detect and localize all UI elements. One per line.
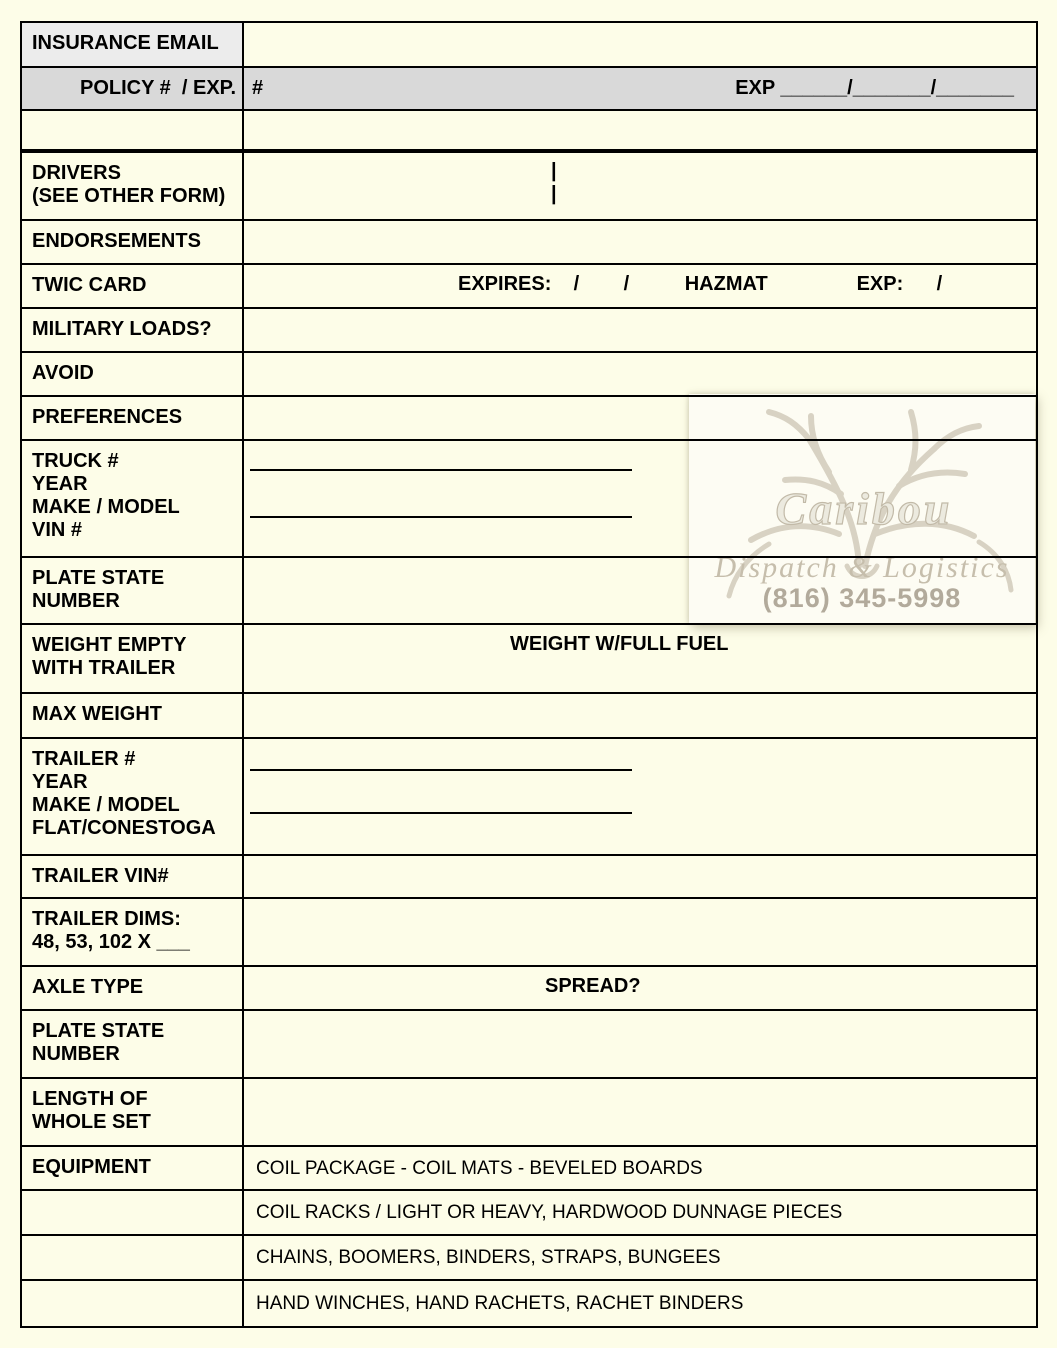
row-label (22, 739, 244, 854)
row-value (244, 353, 1036, 395)
row-value (244, 694, 1036, 737)
row-label (22, 353, 244, 395)
row-value (244, 899, 1036, 965)
row-value (244, 1147, 1036, 1189)
row-value (244, 265, 1036, 307)
row-endorsements (22, 221, 1036, 265)
row-label-line: MAKE / MODEL (32, 794, 180, 816)
row-label (22, 23, 244, 66)
row-value (244, 23, 1036, 66)
row-label-line: PLATE STATE (32, 1020, 165, 1042)
row-value (244, 153, 1036, 219)
row-label (22, 1236, 244, 1279)
row-value (244, 558, 1036, 623)
row-plate-state-truck (22, 558, 1036, 625)
row-label-line: MAKE / MODEL (32, 496, 180, 518)
row-trailer-dims (22, 899, 1036, 967)
row-label-line: TRAILER DIMS: (32, 908, 181, 930)
row-label-line: ENDORSEMENTS (32, 230, 201, 252)
weight-empty-note: WEIGHT W/FULL FUEL (510, 633, 729, 655)
row-label (22, 153, 244, 219)
policy-exp-blanks: EXP ______/_______/_______ (735, 77, 1014, 99)
row-label-line: VIN # (32, 519, 83, 541)
row-label (22, 397, 244, 439)
row-label-line: LENGTH OF (32, 1088, 148, 1110)
row-label-line: PREFERENCES (32, 406, 183, 428)
row-label (22, 967, 244, 1009)
row-value (244, 221, 1036, 263)
row-label-line: WEIGHT EMPTY (32, 634, 187, 656)
watermark-brand-text: Caribou (775, 483, 953, 534)
row-value (244, 1281, 1036, 1326)
row-label-line: TRUCK # (32, 450, 119, 472)
row-label-line: INSURANCE EMAIL (32, 32, 219, 54)
row-value (244, 625, 1036, 692)
row-equipment-1 (22, 1147, 1036, 1191)
row-value (244, 1236, 1036, 1279)
row-label (22, 625, 244, 692)
equipment-item: COIL RACKS / LIGHT OR HEAVY, HARDWOOD DUNNAGE PIECES (256, 1202, 843, 1223)
drivers-entry-mark-line: | (551, 183, 557, 205)
row-value (244, 441, 1036, 556)
row-label (22, 1281, 244, 1326)
drivers-entry-mark-line: | (551, 160, 557, 182)
row-spacer (22, 111, 1036, 153)
row-label (22, 1147, 244, 1189)
fill-in-line (250, 469, 632, 471)
policy-number-hash: # (252, 77, 264, 99)
row-label-line: MILITARY LOADS? (32, 318, 212, 340)
row-label (22, 1079, 244, 1145)
row-equipment-4 (22, 1281, 1036, 1326)
row-policy-exp (22, 68, 1036, 111)
row-label (22, 309, 244, 351)
row-insurance-email (22, 23, 1036, 68)
row-label (22, 221, 244, 263)
form-table (20, 21, 1038, 1328)
row-label-line: NUMBER (32, 590, 120, 612)
row-value (244, 967, 1036, 1009)
row-label-line: POLICY # / EXP. (80, 77, 236, 99)
row-equipment-2 (22, 1191, 1036, 1236)
equipment-item: COIL PACKAGE - COIL MATS - BEVELED BOARDS (256, 1157, 703, 1179)
row-value (244, 397, 1036, 439)
row-value (244, 856, 1036, 897)
row-value (244, 1079, 1036, 1145)
row-value (244, 111, 1036, 149)
row-trailer-info (22, 739, 1036, 856)
row-weight-empty (22, 625, 1036, 694)
row-value (244, 1191, 1036, 1234)
watermark-subtitle-text: Dispatch & Logistics (714, 551, 1010, 584)
row-label-line: EQUIPMENT (32, 1156, 151, 1178)
row-label-line: 48, 53, 102 X ___ (32, 931, 190, 953)
row-label-line: DRIVERS (32, 162, 121, 184)
twic-card-note: EXPIRES: / / HAZMAT EXP: / (458, 273, 943, 295)
row-label (22, 694, 244, 737)
row-label-line: PLATE STATE (32, 567, 165, 589)
row-value (244, 1011, 1036, 1077)
row-trailer-vin (22, 856, 1036, 899)
row-label-line: YEAR (32, 771, 88, 793)
row-label (22, 1011, 244, 1077)
row-label-line: WHOLE SET (32, 1111, 151, 1133)
row-label (22, 1191, 244, 1234)
row-max-weight (22, 694, 1036, 739)
row-value (244, 68, 1036, 109)
fill-in-line (250, 812, 632, 814)
fill-in-line (250, 769, 632, 771)
row-label (22, 441, 244, 556)
row-label (22, 856, 244, 897)
row-value (244, 739, 1036, 854)
row-label-line: TRAILER VIN# (32, 865, 169, 887)
row-label-line: MAX WEIGHT (32, 703, 162, 725)
row-equipment-3 (22, 1236, 1036, 1281)
row-label-line: FLAT/CONESTOGA (32, 817, 216, 839)
row-label-line: YEAR (32, 473, 88, 495)
row-label-line: AXLE TYPE (32, 976, 144, 998)
drivers-entry-marks (244, 153, 1036, 206)
row-label (22, 265, 244, 307)
row-label (22, 899, 244, 965)
row-label (22, 68, 244, 109)
row-label-line: TWIC CARD (32, 274, 147, 296)
row-drivers (22, 153, 1036, 221)
row-axle-type (22, 967, 1036, 1011)
row-twic-card (22, 265, 1036, 309)
fill-in-line (250, 516, 632, 518)
row-value (244, 309, 1036, 351)
row-label (22, 558, 244, 623)
row-preferences (22, 397, 1036, 441)
equipment-item: CHAINS, BOOMERS, BINDERS, STRAPS, BUNGEES (256, 1247, 721, 1268)
axle-type-note: SPREAD? (545, 975, 641, 997)
watermark-phone-text: (816) 345-5998 (762, 583, 962, 613)
row-label-line: (SEE OTHER FORM) (32, 185, 226, 207)
row-avoid (22, 353, 1036, 397)
row-military-loads (22, 309, 1036, 353)
row-label-line: TRAILER # (32, 748, 136, 770)
row-label (22, 111, 244, 149)
row-truck-info (22, 441, 1036, 558)
row-length-whole-set (22, 1079, 1036, 1147)
row-label-line: NUMBER (32, 1043, 120, 1065)
row-label-line: WITH TRAILER (32, 657, 176, 679)
row-label-line: AVOID (32, 362, 94, 384)
row-plate-state-trailer (22, 1011, 1036, 1079)
equipment-item: HAND WINCHES, HAND RACHETS, RACHET BINDERS (256, 1293, 744, 1314)
